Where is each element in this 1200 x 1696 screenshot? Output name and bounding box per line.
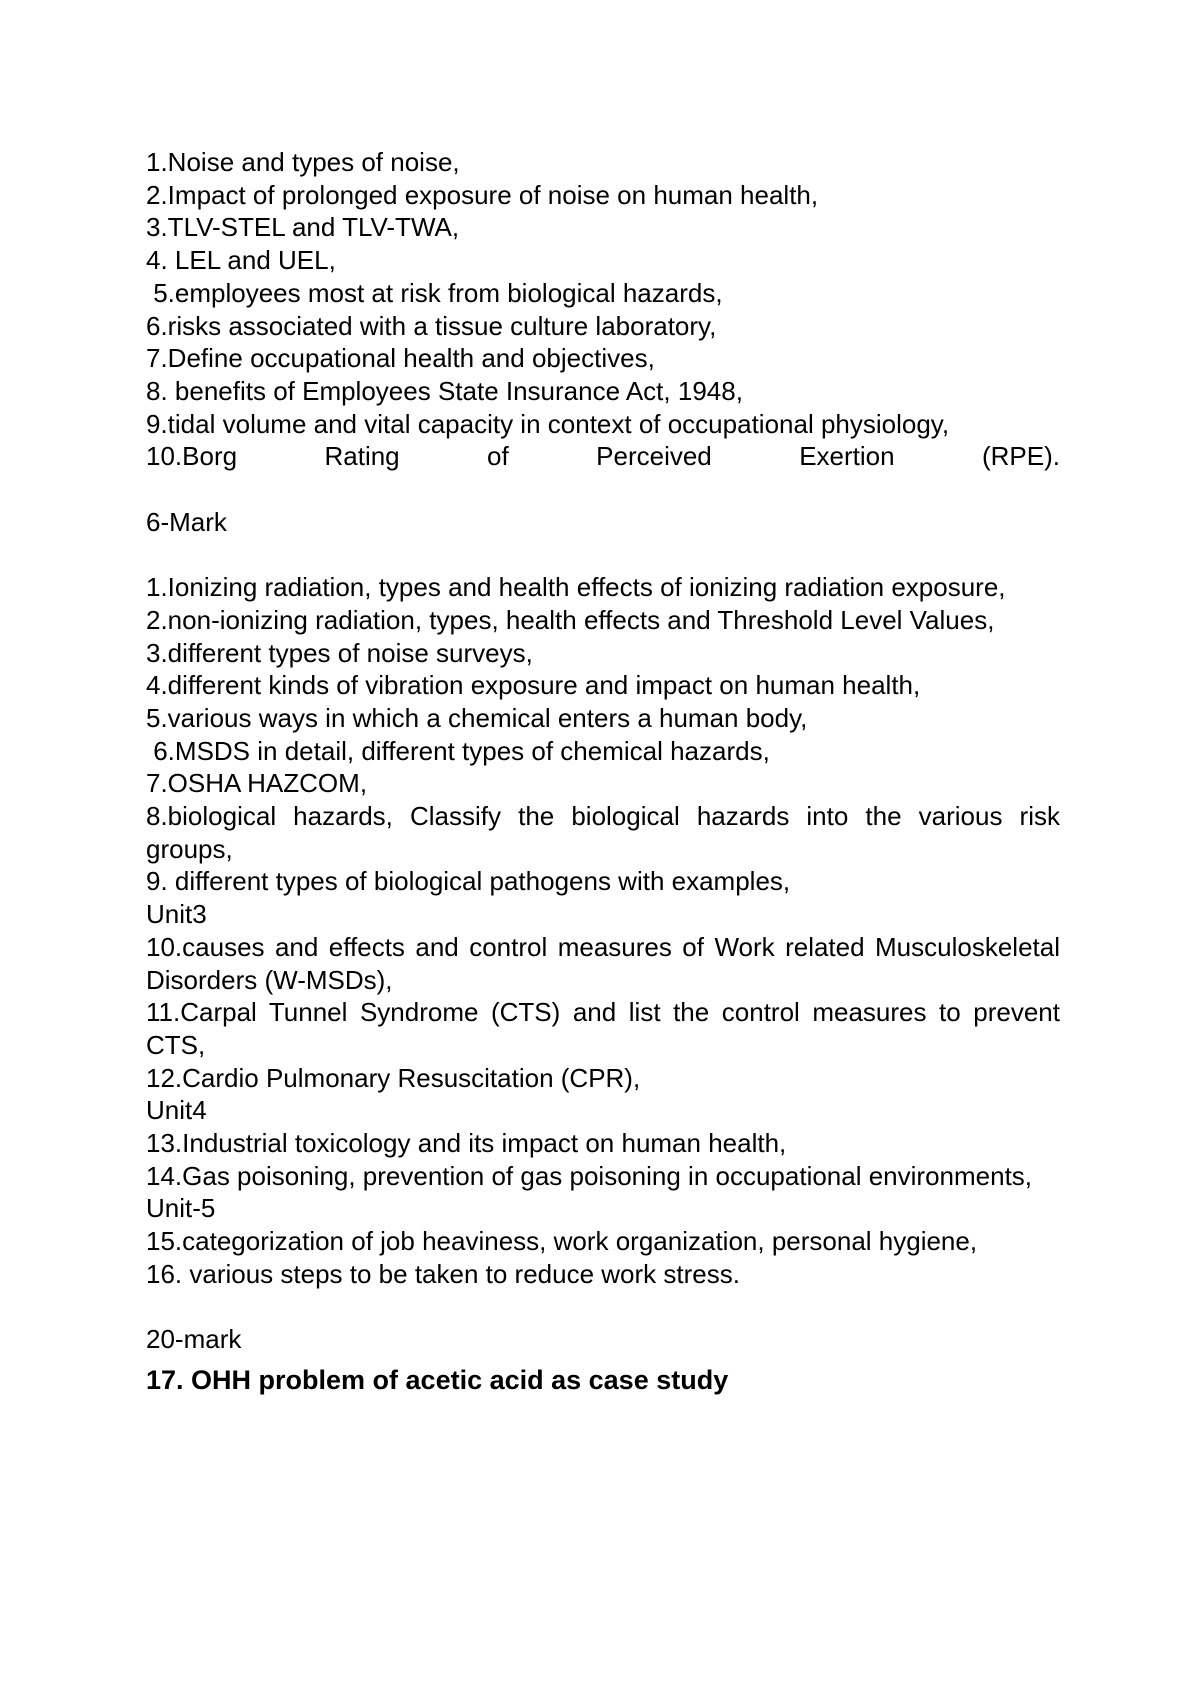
list-item: 2.Impact of prolonged exposure of noise on human health,	[146, 179, 819, 210]
list-item: 8.biological hazards, Classify the biological hazards into the various risk groups,	[146, 801, 1060, 864]
spacer	[146, 538, 1060, 571]
list-item: 5.various ways in which a chemical enters a human body,	[146, 702, 808, 733]
unit-label: Unit3	[146, 899, 207, 930]
list-item: 15.categorization of job heaviness, work organization, personal hygiene,	[146, 1226, 978, 1257]
list-item: 13.Industrial toxicology and its impact on human health,	[146, 1128, 787, 1159]
unit-label: Unit-5	[146, 1193, 216, 1224]
list-item: 4.different kinds of vibration exposure and impact on human health,	[146, 670, 921, 701]
list-item: 12.Cardio Pulmonary Resuscitation (CPR),	[146, 1062, 641, 1093]
unit-label: Unit4	[146, 1095, 207, 1126]
document-page	[146, 146, 1060, 1397]
spacer	[146, 473, 1060, 506]
list-item: 6.risks associated with a tissue culture laboratory,	[146, 310, 717, 341]
list-item: 11.Carpal Tunnel Syndrome (CTS) and list the control measures to prevent CTS,	[146, 997, 1060, 1060]
list-item: 16. various steps to be taken to reduce work stress.	[146, 1258, 740, 1289]
list-item: 14.Gas poisoning, prevention of gas poisoning in occupational environments,	[146, 1160, 1033, 1191]
list-item: 4. LEL and UEL,	[146, 245, 336, 276]
section-heading-20-mark: 20-mark	[146, 1324, 242, 1355]
list-item: 10.Borg Rating of Perceived Exertion (RPE).	[146, 441, 1060, 472]
short-questions-list	[146, 146, 1060, 473]
list-item: 9.tidal volume and vital capacity in context of occupational physiology,	[146, 408, 950, 439]
list-item: 3.different types of noise surveys,	[146, 637, 533, 668]
list-item: 3.TLV-STEL and TLV-TWA,	[146, 212, 460, 243]
list-item: 7.OSHA HAZCOM,	[146, 768, 368, 799]
list-item: 1.Noise and types of noise,	[146, 147, 460, 177]
list-item: 10.causes and effects and control measures of Work related Musculoskeletal Disorders (W-MSDs),	[146, 931, 1060, 995]
list-item: 2.non-ionizing radiation, types, health effects and Threshold Level Values,	[146, 604, 995, 635]
case-study-question: 17. OHH problem of acetic acid as case study	[146, 1364, 729, 1395]
six-mark-questions-list	[146, 571, 1060, 1290]
list-item: 7.Define occupational health and objectives,	[146, 343, 655, 374]
list-item: 5.employees most at risk from biological hazards,	[146, 277, 723, 308]
list-item: 8. benefits of Employees State Insurance Act, 1948,	[146, 375, 743, 406]
list-item: 6.MSDS in detail, different types of chemical hazards,	[146, 735, 770, 766]
section-heading-6-mark: 6-Mark	[146, 506, 227, 537]
list-item: 9. different types of biological pathogens with examples,	[146, 866, 791, 897]
spacer	[146, 1291, 1060, 1324]
list-item: 1.Ionizing radiation, types and health effects of ionizing radiation exposure,	[146, 572, 1006, 603]
